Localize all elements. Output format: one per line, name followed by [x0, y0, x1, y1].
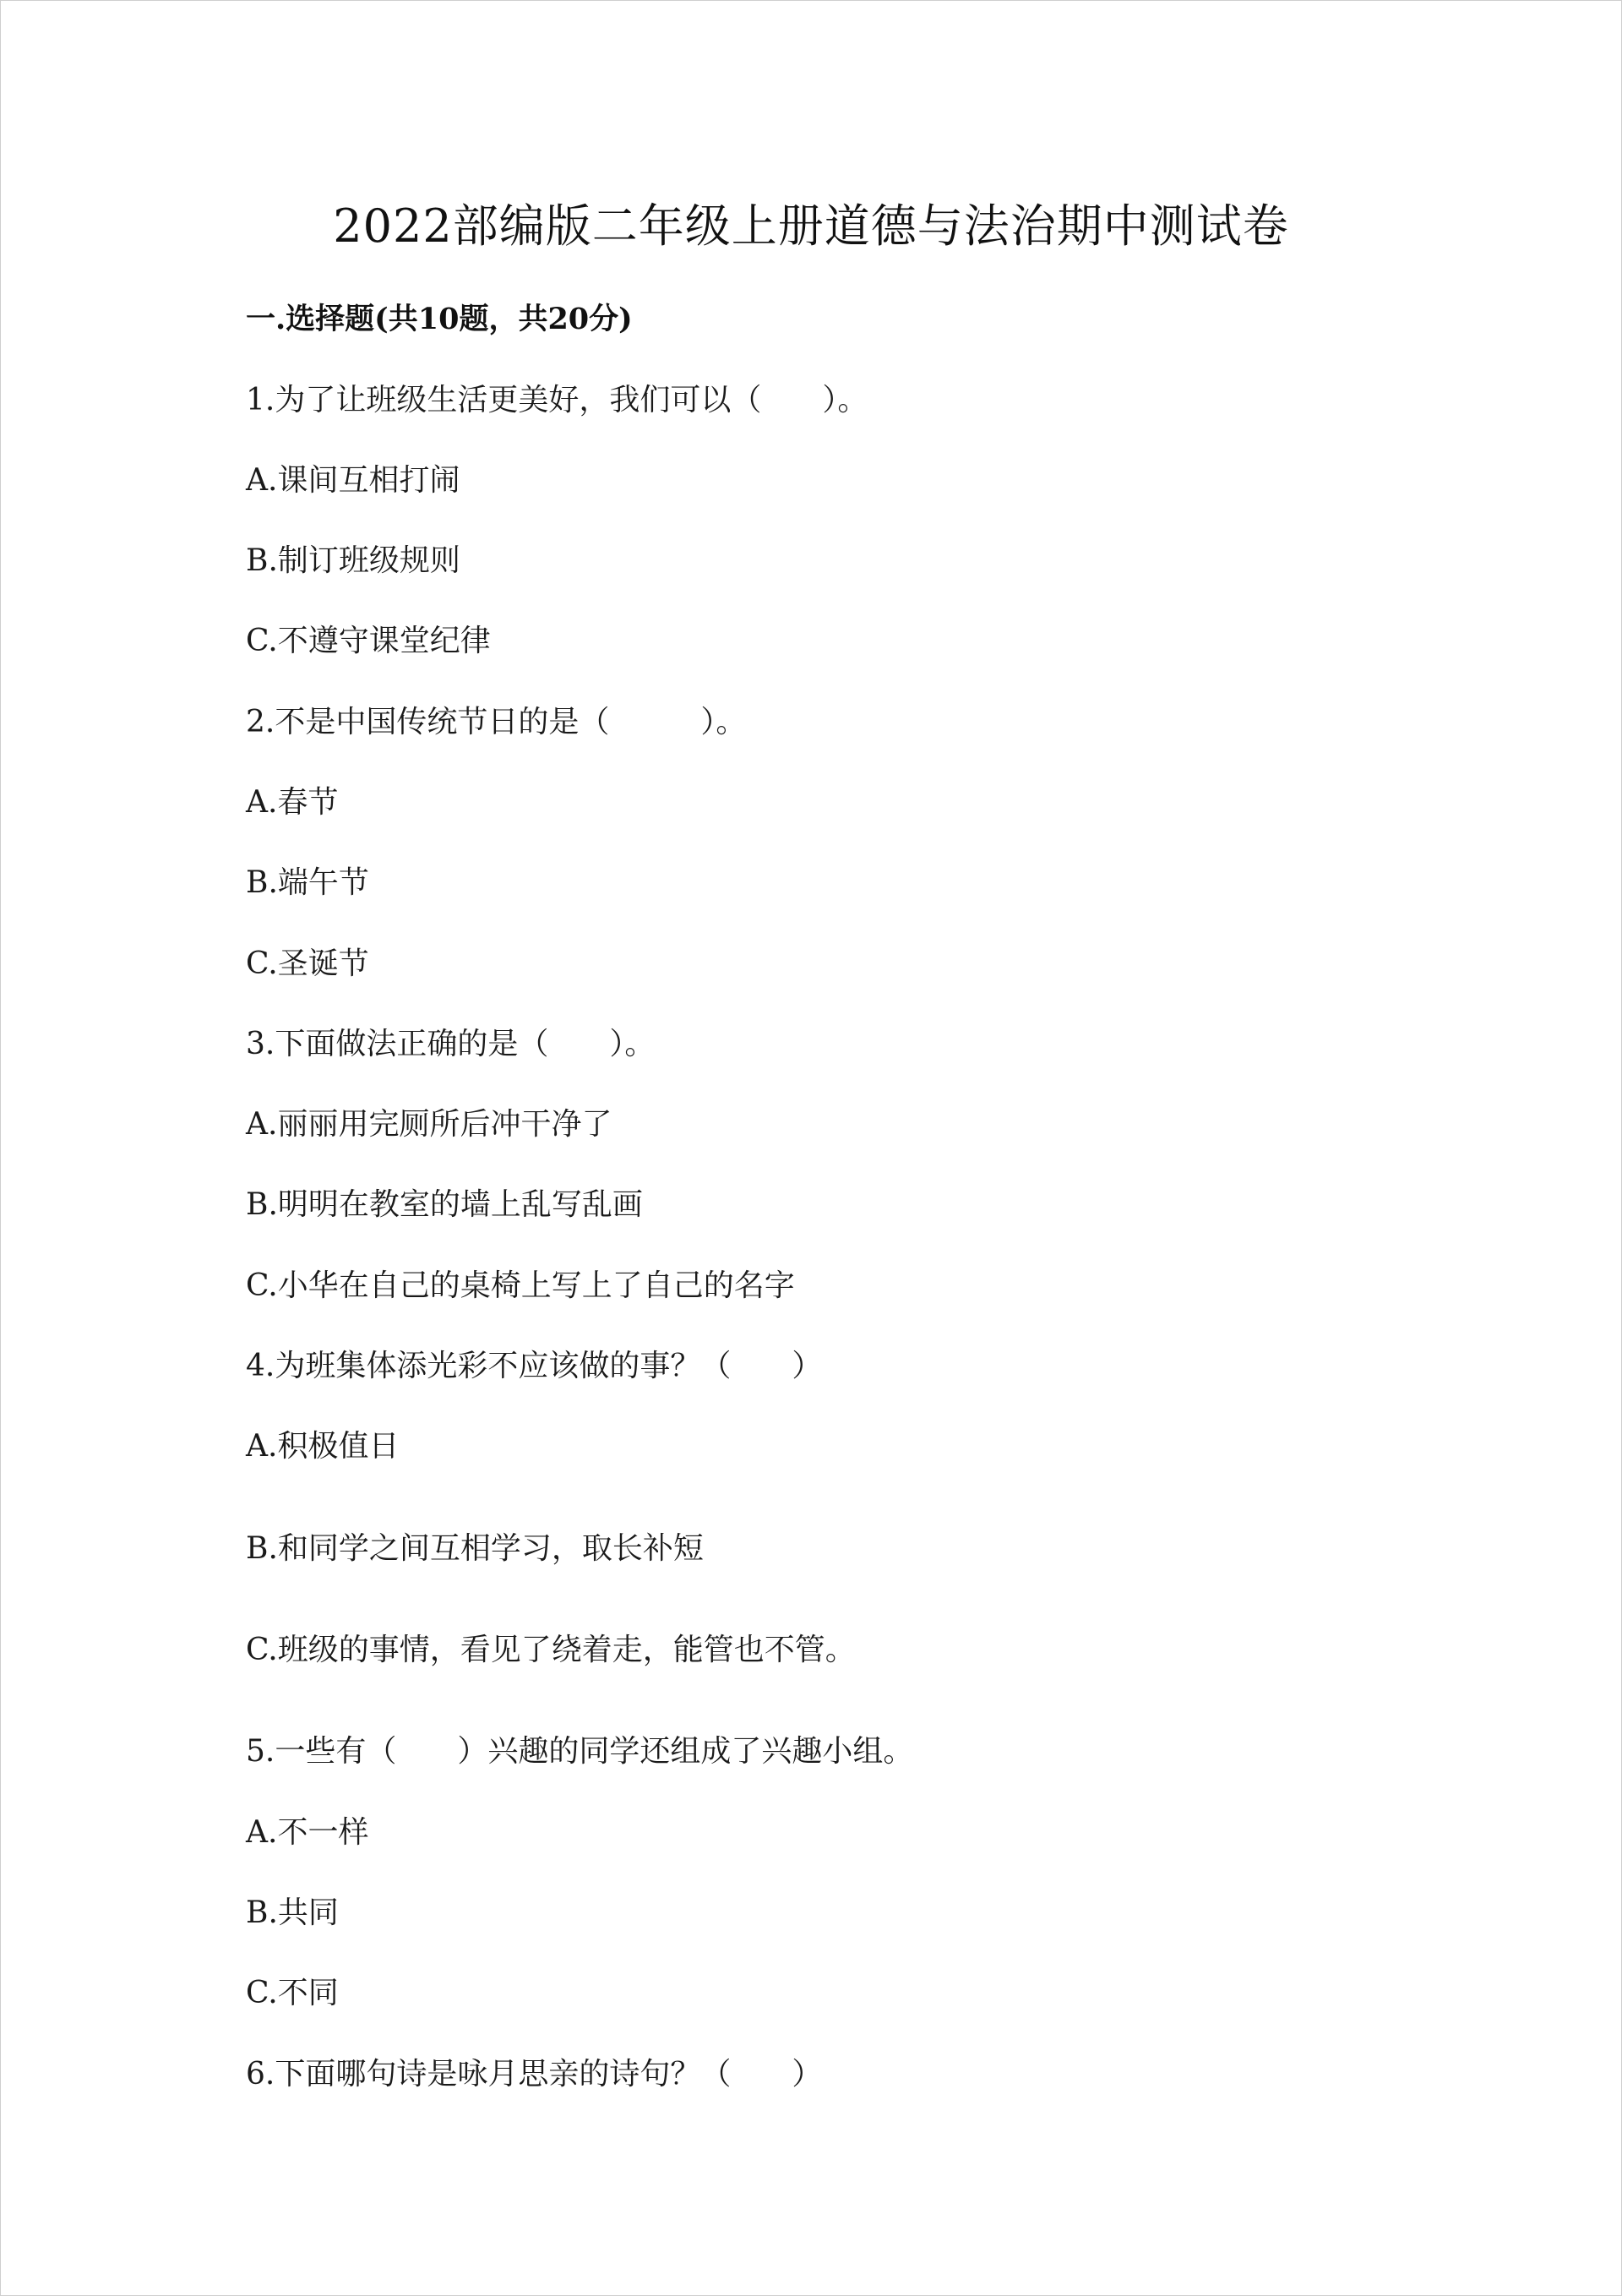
question-4-option-b: B.和同学之间互相学习，取长补短 — [246, 1531, 704, 1566]
question-3-option-b: B.明明在教室的墙上乱写乱画 — [246, 1187, 643, 1222]
question-1-stem: 1.为了让班级生活更美好，我们可以（ ）。 — [246, 383, 868, 417]
question-5-option-a: A.不一样 — [246, 1815, 369, 1850]
question-5-option-b: B.共同 — [246, 1895, 339, 1930]
question-2-option-a: A.春节 — [246, 785, 339, 820]
question-1-option-a: A.课间互相打闹 — [246, 463, 460, 498]
question-2-option-c: C.圣诞节 — [246, 946, 369, 981]
question-2-stem: 2.不是中国传统节日的是（ ）。 — [246, 705, 747, 739]
question-4-option-a: A.积极值日 — [246, 1429, 400, 1464]
question-3-option-c: C.小华在自己的桌椅上写上了自己的名字 — [246, 1268, 795, 1303]
question-5-option-c: C.不同 — [246, 1976, 339, 2010]
question-3-option-a: A.丽丽用完厕所后冲干净了 — [246, 1107, 612, 1142]
question-5-stem: 5.一些有（ ）兴趣的同学还组成了兴趣小组。 — [246, 1734, 914, 1769]
question-3-stem: 3.下面做法正确的是（ ）。 — [246, 1027, 656, 1061]
section-heading: 一.选择题(共10题，共20分) — [246, 302, 633, 336]
question-2-option-b: B.端午节 — [246, 865, 369, 900]
question-4-option-c: C.班级的事情，看见了绕着走，能管也不管。 — [246, 1633, 856, 1667]
question-6-stem: 6.下面哪句诗是咏月思亲的诗句？（ ） — [246, 2057, 823, 2091]
document-title: 2022部编版二年级上册道德与法治期中测试卷 — [333, 199, 1289, 253]
question-1-option-c: C.不遵守课堂纪律 — [246, 624, 491, 658]
question-1-option-b: B.制订班级规则 — [246, 543, 460, 578]
question-4-stem: 4.为班集体添光彩不应该做的事？（ ） — [246, 1349, 823, 1383]
